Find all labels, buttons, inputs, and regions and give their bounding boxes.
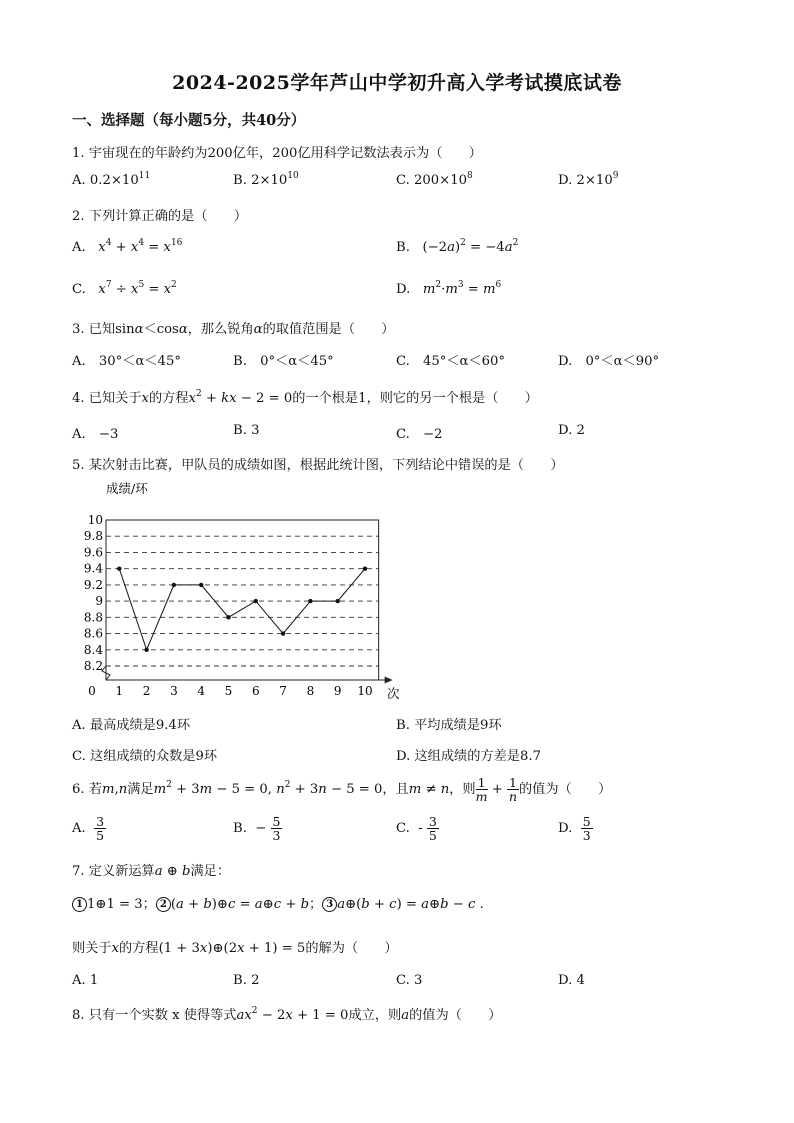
question-8-stem: 8. 只有一个实数 x 使得等式$ax^2 - 2x + 1 = 0$成立，则a的值为（ ） xyxy=(72,1006,502,1023)
q4-option-b: B. 3 xyxy=(233,423,260,438)
q7-option-b: B. 2 xyxy=(233,973,260,988)
x-tick-label: 8 xyxy=(306,684,315,698)
y-tick-label: 8.4 xyxy=(83,642,103,657)
section-heading: 一、选择题（每小题5分，共40分） xyxy=(72,112,306,129)
q1-option-b: B. $2\times 10^{10}$ xyxy=(233,171,299,188)
data-point xyxy=(254,599,258,603)
x-tick-label: 1 xyxy=(115,684,124,698)
q5-option-a: A. 最高成绩是9.4环 xyxy=(72,718,191,733)
question-4-stem: 4. 已知关于x的方程$x^2$ + kx − 2 = 0的一个根是1，则它的另一个根是（ ） xyxy=(72,389,538,406)
q2-option-c: C. $x^7 \div x^5 = x^2$ xyxy=(72,280,177,297)
x-axis-arrow xyxy=(385,677,393,684)
q5-option-c: C. 这组成绩的众数是9环 xyxy=(72,749,218,764)
data-point xyxy=(144,648,148,652)
q6-option-b: B. − $\frac{5}{3}$ xyxy=(233,813,281,843)
q3-option-c: C. 45°＜α＜60° xyxy=(396,354,506,369)
series-line xyxy=(119,569,365,650)
q6-option-d: D. $\frac{5}{3}$ xyxy=(558,813,591,843)
q5-option-d: D. 这组成绩的方差是8.7 xyxy=(396,749,541,764)
q2-option-a: A. $x^4 + x^4 = x^{16}$ xyxy=(72,238,183,255)
q6-option-c: C. - $\frac{3}{5}$ xyxy=(396,813,437,843)
data-point xyxy=(172,583,176,587)
data-point xyxy=(308,599,312,603)
chart-series xyxy=(117,566,367,652)
chart-ticks xyxy=(84,513,373,698)
x-tick-label: 7 xyxy=(279,684,287,698)
x-tick-label: 3 xyxy=(170,684,178,698)
q6-option-a: A. $\frac{3}{5}$ xyxy=(72,813,105,843)
y-tick-label: 8.8 xyxy=(83,610,103,625)
x-tick-label: 10 xyxy=(357,684,373,698)
x-tick-label: 4 xyxy=(197,684,206,698)
q3-option-b: B. 0°＜α＜45° xyxy=(233,354,334,369)
question-6-stem: 6. 若m,n满足$m^2 + 3m - 5 = 0$, $n^2 + 3n - 5 = 0$，且m ≠ n，则 $\frac{1}{m}$ + $\frac{1}{n}$ 的值为（ ） xyxy=(72,774,612,804)
y-tick-label: 9 xyxy=(95,594,103,609)
data-point xyxy=(199,583,203,587)
y-axis-label: 成绩/环 xyxy=(106,481,148,496)
x-tick-label: 6 xyxy=(251,684,260,698)
data-point xyxy=(117,566,121,570)
q4-option-c: C. −2 xyxy=(396,427,443,442)
q7-option-d: D. 4 xyxy=(558,973,585,988)
question-7-stem: 7. 定义新运算a ⊕ b满足： xyxy=(72,864,231,879)
y-tick-label: 9.2 xyxy=(83,577,103,592)
data-point xyxy=(226,615,230,619)
data-point xyxy=(336,599,340,603)
q1-option-d: D. $2\times 10^9$ xyxy=(558,171,619,188)
data-point xyxy=(363,566,367,570)
q1-option-c: C. $200\times 10^8$ xyxy=(396,171,473,188)
y-tick-label: 9.6 xyxy=(83,545,103,560)
q2-option-d: D. $m^2\cdot m^3 = m^6$ xyxy=(396,280,502,297)
q4-option-d: D. 2 xyxy=(558,423,585,438)
score-line-chart xyxy=(70,478,410,703)
x-axis-label: 次 xyxy=(387,686,400,701)
q7-option-c: C. 3 xyxy=(396,973,423,988)
question-2-stem: 2. 下列计算正确的是（ ） xyxy=(72,209,248,224)
question-5-stem: 5. 某次射击比赛，甲队员的成绩如图，根据此统计图，下列结论中错误的是（ ） xyxy=(72,458,564,473)
x-tick-label: 0 xyxy=(88,684,96,698)
y-tick-label: 10 xyxy=(87,513,103,527)
y-tick-label: 8.2 xyxy=(83,659,103,673)
question-7-condition: 则关于x的方程(1 + 3x)⊕(2x + 1) = 5的解为（ ） xyxy=(72,941,398,956)
q1-option-a: A. $0.2\times 10^{11}$ xyxy=(72,171,151,188)
y-tick-label: 8.6 xyxy=(83,626,103,641)
y-tick-label: 9.8 xyxy=(83,529,103,544)
q3-option-d: D. 0°＜α＜90° xyxy=(558,354,660,369)
question-1-stem: 1. 宇宙现在的年龄约为200亿年，200亿用科学记数法表示为（ ） xyxy=(72,146,482,161)
x-tick-label: 2 xyxy=(142,684,151,698)
question-7-rules: 1 1⊕1 = 3； 2 (a + b)⊕c = a⊕c + b； 3 a⊕(b + c) = a⊕b − c . xyxy=(72,893,484,912)
q3-option-a: A. 30°＜α＜45° xyxy=(72,354,181,369)
q5-option-b: B. 平均成绩是9环 xyxy=(396,718,502,733)
q2-option-b: B. $(-2a)^2 = -4a^2$ xyxy=(396,238,519,255)
x-tick-label: 5 xyxy=(224,684,233,698)
chart-axes xyxy=(102,666,393,684)
y-tick-label: 9.4 xyxy=(83,561,103,576)
x-tick-label: 9 xyxy=(333,684,342,698)
q7-option-a: A. 1 xyxy=(72,973,99,988)
q4-option-a: A. −3 xyxy=(72,427,119,442)
question-3-stem: 3. 已知sinα＜cosα，那么锐角α的取值范围是（ ） xyxy=(72,322,395,337)
data-point xyxy=(281,631,285,635)
page-title: 2024-2025学年芦山中学初升高入学考试摸底试卷 xyxy=(172,72,622,94)
